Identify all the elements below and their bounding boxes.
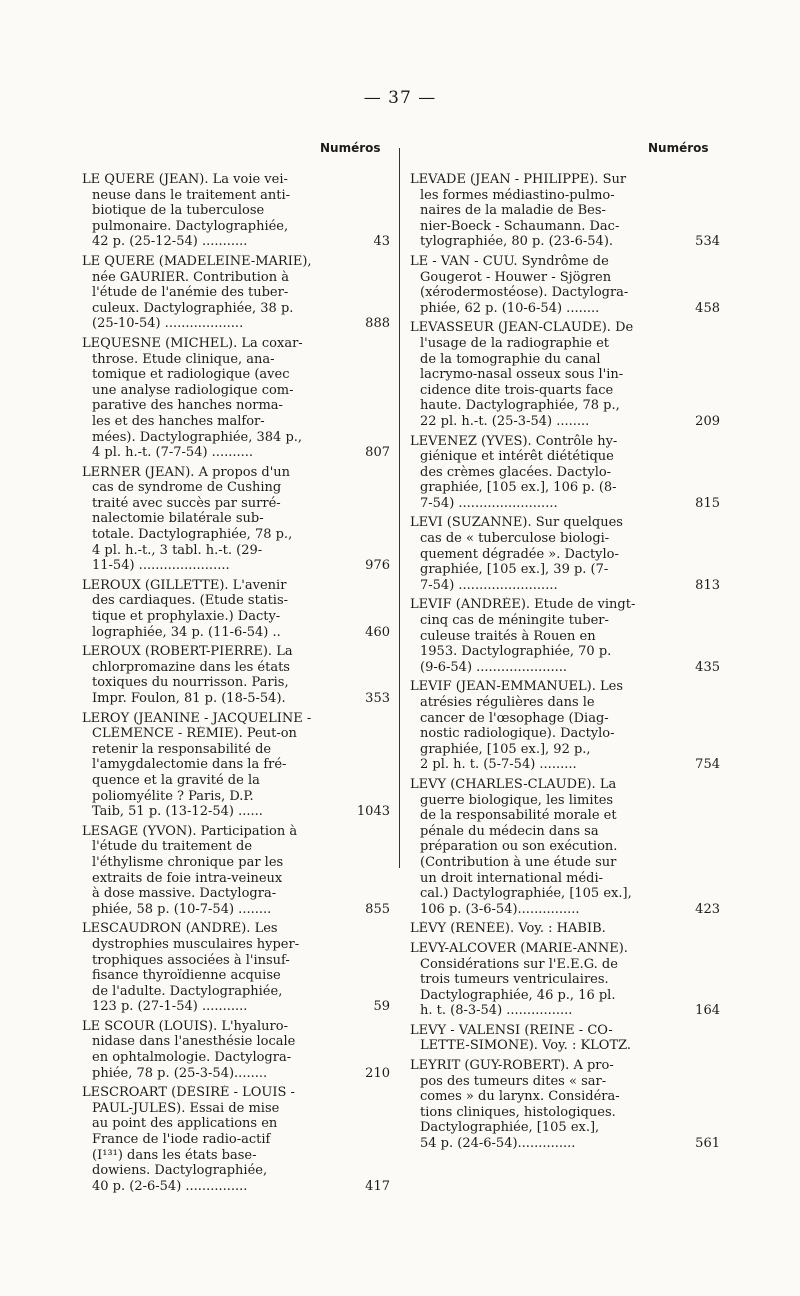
entry-line: phiée, 58 p. (10-7-54) ........: [92, 901, 272, 917]
entry-text: [410, 679, 672, 773]
entry-line: LEVENEZ (YVES). Contrôle hy-: [410, 433, 618, 449]
entry-line: l'usage de la radiographie et: [420, 335, 610, 351]
entry-line: neuse dans le traitement anti-: [92, 187, 291, 203]
entry-line: dystrophies musculaires hyper-: [92, 936, 300, 952]
entry-line: LEYRIT (GUY-ROBERT). A pro-: [410, 1058, 614, 1074]
entry-line: lacrymo-nasal osseux sous l'in-: [420, 367, 624, 383]
entry-line: des cardiaques. (Etude statis-: [92, 593, 289, 609]
entry-line: retenir la responsabilité de: [92, 741, 272, 757]
entry-line: tions cliniques, histologiques.: [420, 1104, 616, 1120]
entry-line: chlorpromazine dans les états: [92, 659, 290, 675]
entry-line: pos des tumeurs dites « sar-: [420, 1073, 607, 1089]
entry-number: 417: [365, 1178, 390, 1194]
entry-line: de la tomographie du canal: [420, 351, 601, 367]
entry-line: l'éthylisme chronique par les: [92, 854, 284, 870]
entry-line: Taib, 51 p. (13-12-54) ......: [92, 804, 263, 820]
entry-line: h. t. (8-3-54) ................: [420, 1003, 573, 1019]
entry-number: 209: [695, 413, 720, 429]
entry-text: [410, 254, 672, 316]
entry-line: parative des hanches norma-: [92, 398, 283, 414]
entry-line: dowiens. Dactylographiée,: [92, 1163, 268, 1179]
index-entry: [82, 824, 390, 918]
entry-line: LEROY (JEANINE - JACQUELINE -: [82, 710, 312, 726]
entry-text: [410, 1023, 672, 1054]
entry-line: cas de syndrome de Cushing: [92, 480, 282, 496]
entry-line: les formes médiastino-pulmo-: [420, 187, 615, 203]
entry-line: LEVI (SUZANNE). Sur quelques: [410, 515, 623, 531]
entry-line: culeux. Dactylographiée, 38 p.: [92, 300, 294, 316]
entry-line: LEROUX (ROBERT-PIERRE). La: [82, 644, 293, 660]
index-entry: [82, 336, 390, 461]
entry-text: [410, 921, 672, 937]
entry-number: 1043: [356, 804, 390, 820]
entry-line: throse. Etude clinique, ana-: [92, 351, 275, 367]
entry-text: [82, 254, 344, 332]
entry-number: 754: [695, 757, 720, 773]
entry-line: totale. Dactylographiée, 78 p.,: [92, 527, 293, 543]
entry-line: graphiée, [105 ex.], 106 p. (8-: [420, 480, 617, 496]
entry-line: 1953. Dactylographiée, 70 p.: [420, 644, 612, 660]
entry-text: [410, 777, 672, 917]
entry-line: cas de « tuberculose biologi-: [420, 531, 610, 547]
entry-line: cancer de l'œsophage (Diag-: [420, 710, 609, 726]
entry-line: (xérodermostéose). Dactylogra-: [420, 285, 629, 301]
entry-number: 435: [695, 659, 720, 675]
entry-line: préparation ou son exécution.: [420, 839, 618, 855]
entry-line: CLÉMENCE - RÉMIE). Peut-on: [92, 726, 297, 742]
entry-line: 22 pl. h.-t. (25-3-54) ........: [420, 413, 590, 429]
entry-line: 123 p. (27-1-54) ...........: [92, 999, 248, 1015]
index-entry: [82, 172, 390, 250]
entry-text: [82, 172, 344, 250]
page-number: — 37 —: [363, 88, 437, 108]
entry-number: 423: [695, 901, 720, 917]
entry-line: une analyse radiologique com-: [92, 382, 294, 398]
entry-line: LEVIF (ANDRÉE). Etude de vingt-: [410, 597, 636, 613]
index-entry: [82, 254, 390, 332]
entry-line: comes » du larynx. Considéra-: [420, 1089, 620, 1105]
right-column: [410, 172, 720, 1156]
entry-line: Dactylographiée, 46 p., 16 pl.: [420, 987, 616, 1003]
entry-line: atrésies régulières dans le: [420, 695, 595, 710]
entry-line: poliomyélite ? Paris, D.P.: [92, 788, 254, 804]
entry-text: [410, 172, 672, 250]
entry-text: [410, 1058, 672, 1152]
index-entry: [410, 1058, 720, 1152]
entry-line: LÉVY (RENÉE). Voy. : HABIB.: [410, 921, 606, 937]
entry-line: un droit international médi-: [420, 870, 604, 886]
entry-number: 888: [365, 316, 390, 332]
entry-line: en ophtalmologie. Dactylogra-: [92, 1050, 292, 1066]
entry-line: naires de la maladie de Bes-: [420, 203, 606, 219]
entry-line: graphiée, [105 ex.], 39 p. (7-: [420, 562, 609, 578]
entry-text: [82, 644, 344, 706]
entry-line: LETTE-SIMONE). Voy. : KLOTZ.: [420, 1038, 632, 1054]
entry-line: LEVY (CHARLES-CLAUDE). La: [410, 776, 617, 792]
entry-text: [82, 921, 344, 1015]
entry-line: (9-6-54) ......................: [420, 659, 568, 675]
entry-line: graphiée, [105 ex.], 92 p.,: [420, 741, 591, 757]
index-entry: [410, 172, 720, 250]
entry-number: 807: [365, 445, 390, 461]
entry-line: LEROUX (GILLETTE). L'avenir: [82, 577, 287, 593]
entry-number: 815: [695, 495, 720, 511]
index-entry: [82, 1019, 390, 1081]
entry-line: LEVY - VALENSI (REINE - CO-: [410, 1022, 613, 1038]
index-entry: [410, 777, 720, 917]
entry-text: [82, 578, 344, 640]
entry-line: fisance thyroïdienne acquise: [92, 968, 281, 984]
index-entry: [410, 515, 720, 593]
entry-line: LEVADE (JEAN - PHILIPPE). Sur: [410, 172, 627, 187]
entry-line: 54 p. (24-6-54)..............: [420, 1136, 576, 1152]
entry-line: LE SCOUR (LOUIS). L'hyaluro-: [82, 1018, 288, 1034]
entry-line: cal.) Dactylographiée, [105 ex.],: [420, 886, 632, 902]
index-entry: [410, 1023, 720, 1054]
index-entry: [410, 434, 720, 512]
entry-line: les et des hanches malfor-: [92, 413, 265, 429]
index-entry: [82, 711, 390, 820]
entry-line: 106 p. (3-6-54)...............: [420, 901, 580, 917]
entry-line: née GAURIER. Contribution à: [92, 269, 289, 285]
entry-line: LE QUERE (JEAN). La voie vei-: [82, 172, 288, 187]
entry-line: nostic radiologique). Dactylo-: [420, 726, 615, 742]
entry-line: (I¹³¹) dans les états base-: [92, 1147, 257, 1163]
entry-line: l'étude du traitement de: [92, 839, 253, 855]
entry-line: Dactylographiée, [105 ex.],: [420, 1120, 600, 1136]
entry-line: LEVIF (JEAN-EMMANUEL). Les: [410, 679, 624, 695]
entry-line: LEQUESNE (MICHEL). La coxar-: [82, 335, 303, 351]
index-entry: [410, 320, 720, 429]
entry-line: des crèmes glacées. Dactylo-: [420, 464, 612, 480]
entry-line: LEVY-ALCOVER (MARIE-ANNE).: [410, 940, 628, 956]
entry-line: LERNER (JEAN). A propos d'un: [82, 464, 291, 480]
entry-text: [82, 1019, 344, 1081]
entry-line: lographiée, 34 p. (11-6-54) ..: [92, 624, 281, 640]
index-entry: [410, 597, 720, 675]
entry-line: tylographiée, 80 p. (23-6-54).: [420, 234, 614, 250]
entry-number: 59: [373, 999, 390, 1015]
entry-line: cinq cas de méningite tuber-: [420, 613, 609, 629]
entry-number: 534: [695, 234, 720, 250]
entry-line: trois tumeurs ventriculaires.: [420, 972, 609, 988]
entry-number: 561: [695, 1136, 720, 1152]
entry-line: LEVASSEUR (JEAN-CLAUDE). De: [410, 320, 634, 336]
left-column: [82, 172, 390, 1198]
entry-line: France de l'iode radio-actif: [92, 1132, 271, 1148]
column-divider: [399, 148, 400, 868]
right-column-header: Numéros: [648, 141, 709, 155]
entry-line: de la responsabilité morale et: [420, 808, 617, 824]
entry-text: [82, 1085, 344, 1194]
entry-number: 458: [695, 300, 720, 316]
entry-line: extraits de foie intra-veineux: [92, 870, 283, 886]
index-entry: [82, 921, 390, 1015]
entry-line: 42 p. (25-12-54) ...........: [92, 234, 248, 250]
entry-line: 11-54) ......................: [92, 558, 230, 574]
entry-line: phiée, 78 p. (25-3-54)........: [92, 1065, 268, 1081]
entry-number: 43: [373, 234, 390, 250]
entry-text: [82, 336, 344, 461]
entry-text: [82, 465, 344, 574]
entry-line: biotique de la tuberculose: [92, 203, 265, 219]
index-entry: [410, 254, 720, 316]
entry-line: Gougerot - Houwer - Sjögren: [420, 269, 612, 285]
entry-line: 2 pl. h. t. (5-7-54) .........: [420, 757, 577, 773]
index-entry: [410, 921, 720, 937]
entry-line: quement dégradée ». Dactylo-: [420, 546, 619, 562]
entry-text: [82, 824, 344, 918]
entry-line: l'étude de l'anémie des tuber-: [92, 285, 289, 301]
entry-line: à dose massive. Dactylogra-: [92, 886, 277, 902]
entry-number: 353: [365, 691, 390, 706]
entry-line: toxiques du nourrisson. Paris,: [92, 675, 289, 691]
entry-number: 813: [695, 577, 720, 593]
entry-line: quence et la gravité de la: [92, 772, 260, 788]
entry-line: mées). Dactylographiée, 384 p.,: [92, 429, 303, 445]
entry-line: cidence dite trois-quarts face: [420, 382, 614, 398]
entry-line: tique et prophylaxie.) Dacty-: [92, 609, 281, 625]
entry-line: l'amygdalectomie dans la fré-: [92, 757, 287, 773]
entry-line: trophiques associées à l'insuf-: [92, 952, 290, 968]
entry-line: haute. Dactylographiée, 78 p.,: [420, 398, 620, 414]
entry-number: 855: [365, 901, 390, 917]
index-entry: [82, 644, 390, 706]
entry-text: [410, 941, 672, 1019]
entry-number: 210: [365, 1065, 390, 1081]
entry-line: 4 pl. h.-t. (7-7-54) ..........: [92, 445, 254, 461]
entry-line: guerre biologique, les limites: [420, 792, 614, 808]
entry-line: Considérations sur l'E.E.G. de: [420, 956, 618, 972]
entry-number: 164: [695, 1003, 720, 1019]
entry-line: pénale du médecin dans sa: [420, 823, 599, 839]
entry-line: LE QUERE (MADELEINE-MARIE),: [82, 253, 312, 269]
entry-text: [410, 434, 672, 512]
entry-text: [82, 711, 344, 820]
entry-text: [410, 515, 672, 593]
entry-line: 7-54) ........................: [420, 577, 558, 593]
entry-line: (25-10-54) ...................: [92, 316, 244, 332]
entry-line: nidase dans l'anesthésie locale: [92, 1034, 296, 1050]
entry-line: LE - VAN - CUU. Syndrôme de: [410, 253, 609, 269]
left-column-header: Numéros: [320, 141, 381, 155]
entry-number: 976: [365, 558, 390, 574]
entry-line: (Contribution à une étude sur: [420, 854, 617, 870]
entry-line: LESCAUDRON (ANDRÉ). Les: [82, 921, 278, 937]
index-entry: [410, 941, 720, 1019]
entry-line: au point des applications en: [92, 1116, 278, 1132]
index-entry: [82, 1085, 390, 1194]
entry-line: 40 p. (2-6-54) ...............: [92, 1178, 248, 1194]
entry-line: pulmonaire. Dactylographiée,: [92, 218, 289, 234]
entry-line: 7-54) ........................: [420, 495, 558, 511]
entry-line: culeuse traités à Rouen en: [420, 628, 596, 644]
entry-line: nier-Boeck - Schaumann. Dac-: [420, 218, 620, 234]
entry-text: [410, 320, 672, 429]
entry-line: de l'adulte. Dactylographiée,: [92, 983, 283, 999]
index-entry: [82, 578, 390, 640]
entry-line: nalectomie bilatérale sub-: [92, 511, 264, 527]
entry-line: phiée, 62 p. (10-6-54) ........: [420, 300, 600, 316]
entry-line: traité avec succès par surré-: [92, 495, 281, 511]
index-entry: [82, 465, 390, 574]
entry-line: 4 pl. h.-t., 3 tabl. h.-t. (29-: [92, 542, 263, 558]
entry-line: Impr. Foulon, 81 p. (18-5-54).: [92, 691, 286, 706]
entry-line: tomique et radiologique (avec: [92, 367, 290, 383]
entry-line: LESAGE (YVON). Participation à: [82, 823, 298, 839]
entry-number: 460: [365, 624, 390, 640]
entry-line: giénique et intérêt diététique: [420, 449, 614, 465]
entry-line: LESCROART (DÉSIRÉ - LOUIS -: [82, 1085, 295, 1101]
index-entry: [410, 679, 720, 773]
entry-text: [410, 597, 672, 675]
entry-line: PAUL-JULES). Essai de mise: [92, 1100, 280, 1116]
